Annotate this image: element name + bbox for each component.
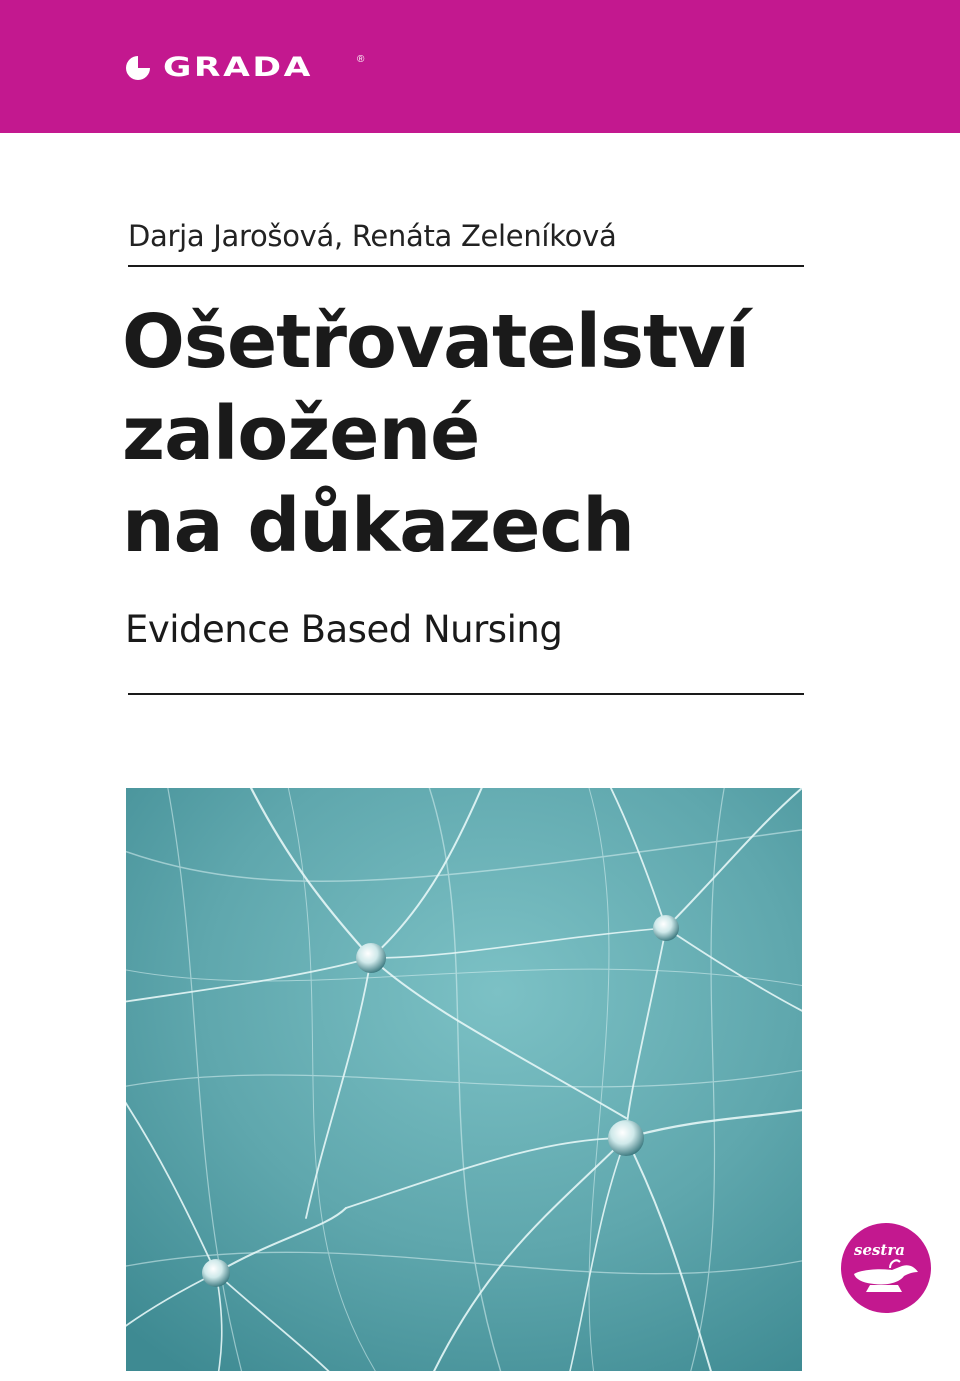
divider-top (128, 265, 804, 267)
sestra-badge-svg (840, 1222, 932, 1314)
title-line-2: založené (122, 391, 480, 477)
book-subtitle: Evidence Based Nursing (125, 608, 563, 651)
book-authors: Darja Jarošová, Renáta Zeleníková (128, 219, 617, 253)
registered-mark: ® (357, 54, 365, 65)
publisher-header-band (0, 0, 960, 133)
title-line-1: Ošetřovatelství (122, 299, 749, 385)
badge-label: sestra (854, 1241, 905, 1259)
neuron-network-svg (126, 788, 802, 1371)
book-title (122, 296, 749, 572)
divider-bottom (128, 693, 804, 695)
sestra-series-badge[interactable] (840, 1222, 932, 1314)
grada-logo-mark-icon (125, 55, 151, 81)
grada-logo[interactable] (125, 52, 365, 84)
title-line-3: na důkazech (122, 483, 634, 569)
neuron-network-illustration (126, 788, 802, 1371)
grada-logo-text: GRADA (163, 52, 313, 83)
